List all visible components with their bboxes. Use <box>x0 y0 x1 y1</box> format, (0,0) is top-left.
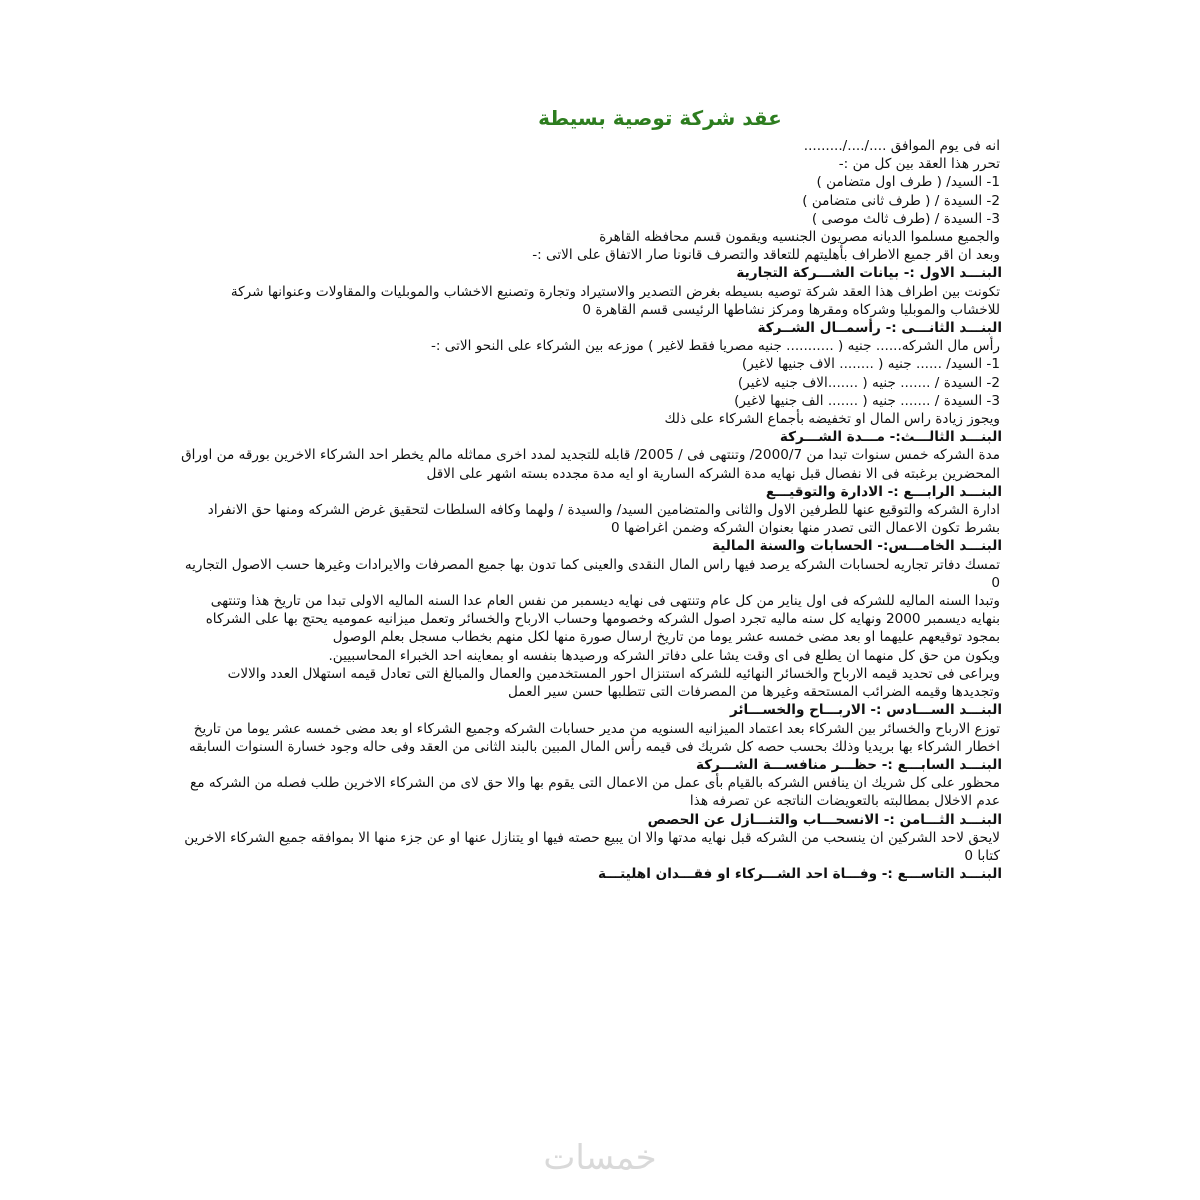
clause-7 <box>180 756 1020 811</box>
clause-heading: البنـــد الســـادس :- الاربـــاح والخســـائر <box>729 702 1002 719</box>
clause-4 <box>180 483 1020 538</box>
intro-line: انه فى يوم الموافق ..../..../......... <box>803 138 1000 154</box>
clause-item: 3- السيدة / ....... جنيه ( ....... الف جنيها لاغير) <box>734 392 1000 409</box>
clause-text: لايحق لاحد الشركين ان ينسحب من الشركه قبل نهايه مدتها والا ان يبيع حصته فيها او يتنازل عنها او عن جزء منها الا بموافقه جميع الشركاء الاخرين كتابا 0 <box>184 829 1000 864</box>
clause-item: ويراعى فى تحديد قيمه الارباح والخسائر النهائيه للشركه استنزال احور المستخدمين والعمال والمبالغ التى تعادل قيمه استهلال العدد والالات وتجديدها وقيمه الضرائب المستحقه وغيرها من المصرفات التى تتطلبها حسن سير العمل <box>227 665 1000 701</box>
clause-heading: البنـــد الثالـــث:- مـــدة الشـــركة <box>779 429 1002 446</box>
clause-text: ادارة الشركه والتوقيع عنها للطرفين الاول والثانى والمتضامين السيد/ والسيدة / ولهما وكافه السلطات لتحقيق غرض الشركه ومنها حق الانفراد بشرط تكون الاعمال التى تصدر منها بعنوان الشركه وضمن اغراضها 0 <box>207 502 1000 537</box>
watermark-logo: خمسات <box>543 1138 657 1178</box>
clause-6 <box>180 701 1020 756</box>
clause-heading: البنـــد الثـــامن :- الانسحـــاب والتنـــازل عن الحصص <box>647 811 1002 828</box>
clause-text: تكونت بين اطراف هذا العقد شركة توصيه بسيطه بغرض التصدير والاستيراد وتجارة وتصنيع الاخشاب والموبليات والمقاولات وعنوانها شركة للاخشاب والموبليا وشركاه ومقرها ومركز نشاطها الرئيسى قسم القاهرة 0 <box>230 283 1000 318</box>
clause-2 <box>180 319 1020 428</box>
clause-8 <box>180 811 1020 866</box>
clause-text: رأس مال الشركه...... جنيه ( ........... جنيه مصريا فقط لاغير ) موزعه بين الشركاء على النحو الاتى :- <box>430 338 1000 355</box>
clause-item: ويكون من حق كل منهما ان يطلع فى اى وقت يشا على دفاتر الشركه ورصيدها بنفسه او بمعاينه احد الخبراء المحاسبيين. <box>328 647 1000 664</box>
intro-line: 2- السيدة / ( طرف ثانى متضامن ) <box>802 192 1000 209</box>
clause-item: ويجوز زيادة راس المال او تخفيضه بأجماع الشركاء على ذلك <box>664 411 1000 428</box>
clause-heading: البنـــد الثانـــى :- رأسمــال الشــركة <box>757 320 1002 337</box>
clause-text: مدة الشركه خمس سنوات تبدا من 2000/7/ وتنتهى فى / 2005/ قابله للتجديد لمدد اخرى مماثله مالم يخطر احد الشركاء الاخرين بورقه من اوراق المحضرين برغبته فى الا نفصال قبل نهايه مدة الشركه السارية او ايه مدة مجدده بسته اشهر على الاقل <box>181 447 1000 482</box>
clause-text: توزع الارباح والخسائر بين الشركاء بعد اعتماد الميزانيه السنويه من مدير حسابات الشركه وجميع الشركاء او بعد مضى خمسه عشر يوما من تاريخ اخطار الشركاء بها بريديا وذلك بحسب حصه كل شريك فى قيمه رأس المال المبين بالبند الثانى من العقد وفى حاله وجود خسارة السنوات السابقه <box>188 720 1000 755</box>
clause-3 <box>180 428 1020 483</box>
intro-line: والجميع مسلموا الديانه مصريون الجنسيه ويقمون قسم محافظه القاهرة <box>599 229 1000 246</box>
intro-line: تحرر هذا العقد بين كل من :- <box>838 156 1000 173</box>
clause-5 <box>180 537 1020 701</box>
clause-heading: البنـــد التاســـع :- وفـــاة احد الشـــركاء او فقـــدان اهليتـــة <box>597 866 1002 883</box>
clause-item: 1- السيد/ ...... جنيه ( ........ الاف جنيها لاغير) <box>741 356 1000 373</box>
clause-item: 2- السيدة / ....... جنيه ( .......الاف جنيه لاغير) <box>737 374 1000 391</box>
clause-text: تمسك دفاتر تجاريه لحسابات الشركه يرصد فيها راس المال النقدى والعينى كما تدون بها جميع المصرفات والايرادات وغيرها حسب الاصول التجاريه 0 <box>184 556 1000 591</box>
clause-heading: البنـــد الرابـــع :- الادارة والتوقيـــع <box>765 483 1002 500</box>
contract-document <box>180 105 1020 883</box>
intro-block <box>180 137 1020 264</box>
clause-9 <box>180 865 1020 883</box>
document-title: عقد شركة توصية بسيطة <box>538 106 782 130</box>
clause-1 <box>180 264 1020 319</box>
clause-heading: البنـــد الاول :- بيانات الشـــركة التجارية <box>736 265 1002 282</box>
clause-heading: البنـــد الخامـــس:- الحسابات والسنة المالية <box>712 538 1002 555</box>
clause-item: وتبدا السنه الماليه للشركه فى اول يناير من كل عام وتنتهى فى نهايه ديسمبر من نفس العام عدا السنه الماليه الاولى تبدا من تاريخ هذا وتنتهى بنهايه ديسمبر 2000 ونهايه كل سنه ماليه تجرد اصول الشركه وخصومها وحساب الارباح والخسائر وتعمل ميزانيه عموميه يحتج بها على الشركاه بمجود توقيعهم عليهما او بعد مضى خمسه عشر يوما من تاريخ ارسال صورة منها لكل منهم بخطاب مسجل بعلم الوصول <box>205 593 1000 646</box>
intro-line: وبعد ان اقر جميع الاطراف بأهليتهم للتعاقد والتصرف قانونا صار الاتفاق على الاتى :- <box>532 247 1000 264</box>
intro-line: 3- السيدة / (طرف ثالث موصى ) <box>811 210 1000 227</box>
intro-line: 1- السيد/ ( طرف اول متضامن ) <box>816 174 1000 191</box>
clause-text: محظور على كل شريك ان ينافس الشركه بالقيام بأى عمل من الاعمال التى يقوم بها والا حق لاى من الشركاء الاخرين طلب فصله من الشركه مع عدم الاخلال بمطالبته بالتعويضات الناتجه عن تصرفه هذا <box>190 775 1000 810</box>
clause-heading: البنـــد السابـــع :- حظـــر منافســـة الشـــركة <box>696 756 1002 773</box>
